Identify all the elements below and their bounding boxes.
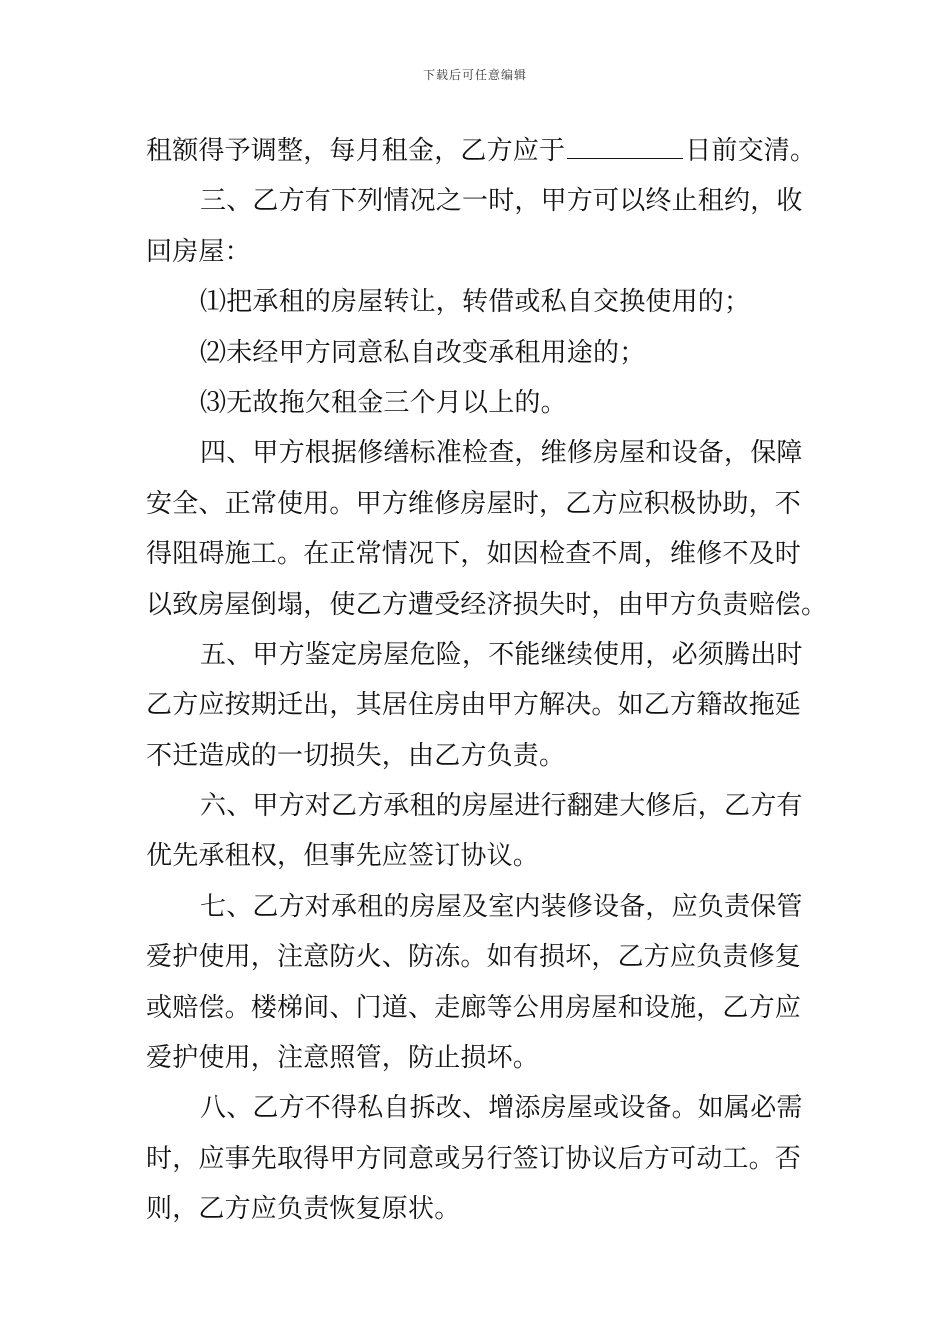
clause-3-line: 三、乙方有下列情况之一时，甲方可以终止租约，收 xyxy=(200,186,803,217)
clause-3-item-1: ⑴把承租的房屋转让，转借或私自交换使用的； xyxy=(200,287,751,318)
text-line: 回房屋： xyxy=(146,236,251,267)
text-line: 不迁造成的一切损失，由乙方负责。 xyxy=(146,740,566,771)
fill-in-blank xyxy=(567,136,683,159)
text-segment: 日前交清。 xyxy=(685,136,817,166)
text-line: 则，乙方应负责恢复原状。 xyxy=(146,1194,461,1225)
clause-5-line: 五、甲方鉴定房屋危险，不能继续使用，必须腾出时 xyxy=(200,639,803,670)
text-line: 安全、正常使用。甲方维修房屋时，乙方应积极协助，不 xyxy=(146,488,802,519)
header-note: 下载后可任意编辑 xyxy=(422,68,527,82)
clause-7-line: 七、乙方对承租的房屋及室内装修设备，应负责保管 xyxy=(200,891,803,922)
text-line xyxy=(146,126,817,176)
document-body xyxy=(146,126,828,1235)
text-line: 乙方应按期迁出，其居住房由甲方解决。如乙方籍故拖延 xyxy=(146,690,802,721)
text-line: 爱护使用，注意防火、防冻。如有损坏，乙方应负责修复 xyxy=(146,942,802,973)
text-line: 以致房屋倒塌，使乙方遭受经济损失时，由甲方负责赔偿。 xyxy=(146,589,828,620)
clause-8-line: 八、乙方不得私自拆改、增添房屋或设备。如属必需 xyxy=(200,1093,803,1124)
text-segment: 租额得予调整，每月租金，乙方应于 xyxy=(146,136,566,166)
clause-4-line: 四、甲方根据修缮标准检查，维修房屋和设备，保障 xyxy=(200,438,803,469)
clause-6-line: 六、甲方对乙方承租的房屋进行翻建大修后，乙方有 xyxy=(200,791,803,822)
text-line: 时，应事先取得甲方同意或另行签订协议后方可动工。否 xyxy=(146,1143,802,1174)
clause-3-item-2: ⑵未经甲方同意私自改变承租用途的； xyxy=(200,337,646,368)
clause-3-item-3: ⑶无故拖欠租金三个月以上的。 xyxy=(200,387,567,418)
text-line: 爱护使用，注意照管，防止损坏。 xyxy=(146,1043,540,1074)
text-line: 或赔偿。楼梯间、门道、走廊等公用房屋和设施，乙方应 xyxy=(146,992,802,1023)
text-line: 得阻碍施工。在正常情况下，如因检查不周，维修不及时 xyxy=(146,539,802,570)
text-line: 优先承租权，但事先应签订协议。 xyxy=(146,841,540,872)
